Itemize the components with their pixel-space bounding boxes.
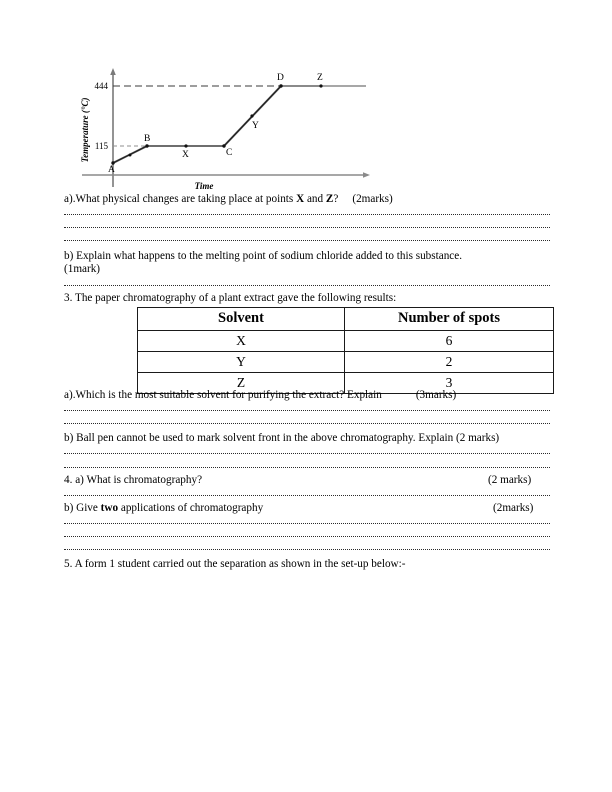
question-3a-marks: (3marks) [415, 389, 457, 401]
x-axis-title: Time [194, 181, 214, 191]
heating-curve-graph [74, 62, 374, 192]
table-row [138, 331, 554, 352]
answer-line[interactable] [64, 422, 550, 424]
question-4a-marks: (2 marks) [488, 474, 532, 486]
point-label-y: Y [252, 121, 259, 131]
question-3b: b) Ball pen cannot be used to mark solvent front in the above chromatography. Explain (2 marks) [64, 432, 500, 444]
y-tick-115: 115 [94, 141, 108, 151]
question-2a-tail: ? [333, 193, 339, 205]
y-axis-title: Temperature (°C) [80, 97, 90, 163]
point-marker-ab-mid [129, 154, 132, 157]
question-3a [64, 388, 456, 402]
point-label-c: C [226, 148, 233, 158]
question-2b-line1: b) Explain what happens to the melting point of sodium chloride added to this substance. [64, 250, 463, 262]
question-2a-conjunction: and [304, 193, 326, 205]
point-marker-x [184, 144, 187, 147]
point-label-z: Z [317, 73, 323, 83]
question-2b-marks: (1mark) [64, 263, 101, 275]
chromatography-results-table [137, 307, 554, 394]
question-4a-text: 4. a) What is chromatography? [64, 474, 203, 486]
answer-line[interactable] [64, 239, 550, 241]
table-header-solvent: Solvent [138, 308, 345, 331]
answer-line[interactable] [64, 284, 550, 286]
table-cell-spots: 3 [345, 373, 554, 394]
question-4b [64, 501, 263, 515]
point-marker-z [319, 84, 322, 87]
x-axis-arrow [363, 172, 370, 178]
point-label-b: B [144, 134, 151, 144]
question-2a-point-z: Z [325, 193, 334, 205]
y-axis-arrow [110, 68, 116, 75]
table-header-row [138, 308, 554, 331]
answer-line[interactable] [64, 535, 550, 537]
answer-line[interactable] [64, 409, 550, 411]
table-cell-solvent: Z [138, 373, 345, 394]
answer-line[interactable] [64, 466, 550, 468]
question-2a [64, 192, 393, 206]
question-4b-suffix: applications of chromatography [118, 502, 264, 514]
point-label-x: X [182, 150, 189, 160]
table-row [138, 352, 554, 373]
answer-line[interactable] [64, 522, 550, 524]
question-2a-marks: (2marks) [352, 193, 393, 205]
question-2a-text: a).What physical changes are taking place at points [64, 193, 297, 205]
table-cell-spots: 2 [345, 352, 554, 373]
answer-line[interactable] [64, 494, 550, 496]
point-label-a: A [108, 165, 115, 175]
table-cell-solvent: X [138, 331, 345, 352]
question-4b-marks: (2marks) [493, 502, 534, 514]
table-cell-solvent: Y [138, 352, 345, 373]
point-marker-b [145, 144, 148, 147]
point-marker-d [279, 84, 282, 87]
question-5-stem: 5. A form 1 student carried out the separation as shown in the set-up below:- [64, 558, 406, 570]
answer-line[interactable] [64, 213, 550, 215]
point-label-d: D [277, 73, 284, 83]
table-cell-spots: 6 [345, 331, 554, 352]
question-3-stem: 3. The paper chromatography of a plant extract gave the following results: [64, 292, 397, 304]
question-4b-prefix: b) Give [64, 502, 101, 514]
point-marker-y [250, 114, 253, 117]
question-3a-text: a).Which is the most suitable solvent for purifying the extract? Explain [64, 389, 382, 401]
y-tick-444: 444 [94, 81, 108, 91]
answer-line[interactable] [64, 226, 550, 228]
answer-line[interactable] [64, 452, 550, 454]
table-header-spots: Number of spots [345, 308, 554, 331]
question-2a-point-x: X [296, 193, 305, 205]
question-4b-emphasis: two [100, 502, 119, 514]
answer-line[interactable] [64, 548, 550, 550]
curve-segment-plateaus [113, 86, 321, 163]
